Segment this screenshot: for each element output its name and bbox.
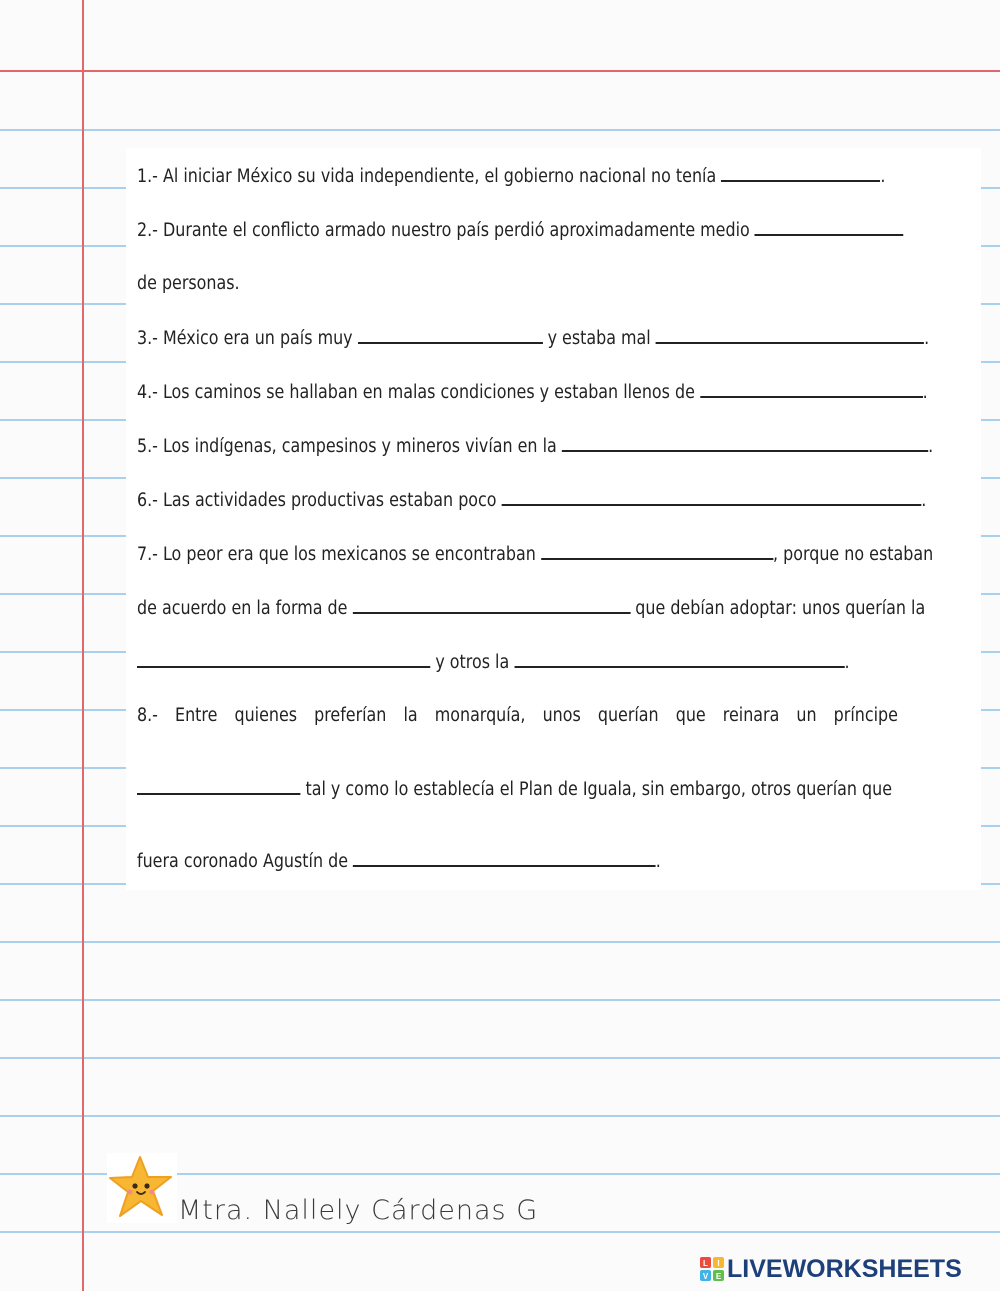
q7-blank-1[interactable] (541, 542, 773, 560)
question-7 (137, 542, 934, 567)
q7-end: . (844, 652, 850, 673)
ruled-line (0, 999, 1000, 1001)
q7-text-2: , porque no estaban (773, 544, 934, 565)
q8-blank-1[interactable] (137, 777, 300, 795)
q2-text: 2.- Durante el conflicto armado nuestro país perdió aproximadamente medio (137, 220, 755, 241)
question-7-continued (137, 596, 926, 621)
q5-end: . (928, 436, 934, 457)
question-3 (137, 326, 930, 351)
q4-end: . (922, 382, 928, 403)
question-8-continued (137, 777, 892, 802)
q8-blank-2[interactable] (353, 849, 656, 867)
q6-blank-1[interactable] (502, 488, 922, 506)
ruled-line (0, 1115, 1000, 1117)
worksheet (126, 148, 981, 890)
teacher-name: Mtra. Nallely Cárdenas G (178, 1195, 539, 1226)
q3-text-2: y estaba mal (542, 328, 656, 349)
q5-blank-1[interactable] (562, 434, 928, 452)
svg-text:I: I (717, 1259, 720, 1268)
svg-text:E: E (715, 1272, 722, 1281)
brand-name[interactable]: LIVEWORKSHEETS (727, 1254, 962, 1283)
brand-logo[interactable] (700, 1255, 962, 1283)
smiling-star-icon (107, 1153, 177, 1223)
q7-blank-2[interactable] (352, 596, 630, 614)
q7-text-4: que debían adoptar: unos querían la (630, 598, 926, 619)
ruled-line (0, 129, 1000, 131)
q5-text: 5.- Los indígenas, campesinos y mineros vivían en la (137, 436, 562, 457)
question-4 (137, 380, 928, 405)
question-7-final (137, 650, 850, 675)
question-5 (137, 434, 934, 459)
liveworksheets-logo-icon (700, 1257, 724, 1281)
q7-text: 7.- Lo peor era que los mexicanos se encontraban (137, 544, 541, 565)
q6-text: 6.- Las actividades productivas estaban poco (137, 490, 502, 511)
question-8 (137, 704, 898, 728)
q1-end: . (880, 166, 886, 187)
q6-end: . (921, 490, 927, 511)
ruled-line (0, 1057, 1000, 1059)
question-2-continued (137, 272, 844, 296)
q7-blank-4[interactable] (514, 650, 844, 668)
q1-text: 1.- Al iniciar México su vida independiente, el gobierno nacional no tenía (137, 166, 722, 187)
q8-text-2: tal y como lo establecía el Plan de Iguala, sin embargo, otros querían que (300, 779, 892, 800)
q2-blank-1[interactable] (755, 218, 904, 236)
q7-blank-3[interactable] (137, 650, 430, 668)
q3-blank-1[interactable] (358, 326, 543, 344)
question-1 (137, 164, 886, 189)
q3-end: . (924, 328, 930, 349)
q8-text: 8.- Entre quienes preferían la monarquía, unos querían que reinara un príncipe (137, 705, 898, 726)
question-2 (137, 218, 844, 243)
q3-blank-2[interactable] (656, 326, 924, 344)
margin-line (82, 0, 84, 1291)
q8-text-3: fuera coronado Agustín de (137, 851, 354, 872)
q8-end: . (655, 851, 661, 872)
svg-text:V: V (702, 1272, 709, 1281)
ruled-line (0, 941, 1000, 943)
question-8-final (137, 849, 844, 874)
q2-text-end: de personas. (137, 273, 240, 294)
q4-blank-1[interactable] (700, 380, 923, 398)
q3-text: 3.- México era un país muy (137, 328, 358, 349)
question-6 (137, 488, 927, 513)
q4-text: 4.- Los caminos se hallaban en malas condiciones y estaban llenos de (137, 382, 700, 403)
ruled-line (0, 1231, 1000, 1233)
q7-text-3: de acuerdo en la forma de (137, 598, 353, 619)
top-red-rule (0, 70, 1000, 72)
svg-text:L: L (703, 1259, 708, 1268)
q1-blank-1[interactable] (721, 164, 880, 182)
q7-text-6: y otros la (430, 652, 515, 673)
